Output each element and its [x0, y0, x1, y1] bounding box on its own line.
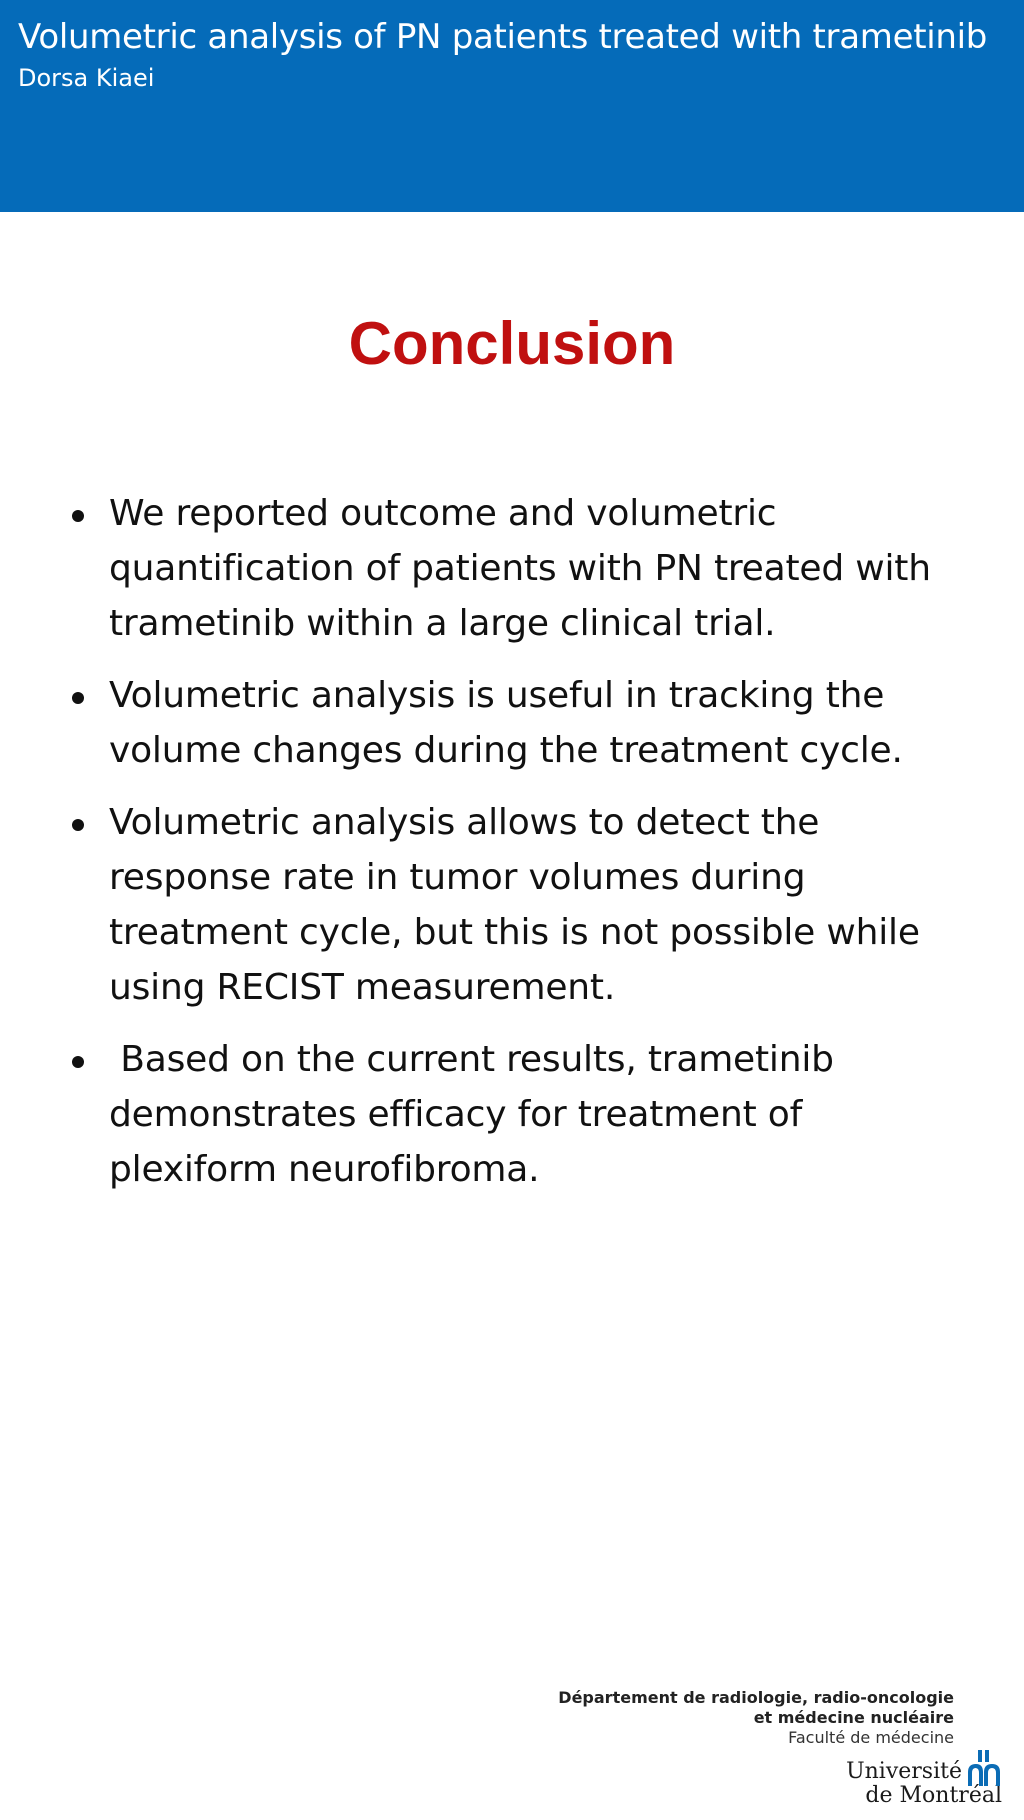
bullet-item: [68, 668, 968, 778]
footer-branding: [444, 1688, 1004, 1806]
university-name-line2: de Montréal: [865, 1783, 1002, 1808]
bullet-item: [68, 486, 968, 651]
bullet-text: Based on the current results, trametinib demonstrates efficacy for treatment of plexiform neurofibroma.: [109, 1039, 846, 1190]
university-name-line1: Université: [846, 1759, 962, 1784]
presentation-title: Volumetric analysis of PN patients treated with trametinib: [18, 17, 988, 57]
faculty-name: Faculté de médecine: [788, 1728, 954, 1747]
bullet-dot-icon: [72, 510, 84, 522]
slide-header: [0, 0, 1024, 212]
department-name-line1: Département de radiologie, radio-oncologie: [558, 1688, 954, 1707]
department-name-line2: et médecine nucléaire: [753, 1708, 954, 1727]
bullet-dot-icon: [72, 1056, 84, 1068]
slide-heading: Conclusion: [348, 310, 676, 377]
bullet-text: Volumetric analysis allows to detect the response rate in tumor volumes during treatment cycle, but this is not possible while using RECIST measurement.: [109, 802, 920, 1008]
bullet-list: [68, 486, 968, 1214]
bullet-text: Volumetric analysis is useful in tracking the volume changes during the treatment cycle.: [109, 675, 903, 771]
bullet-item: [68, 1032, 968, 1197]
bullet-text: We reported outcome and volumetric quantification of patients with PN treated with trametinib within a large clinical trial.: [109, 493, 931, 644]
bullet-item: [68, 795, 968, 1015]
udem-emblem-icon: [964, 1748, 1004, 1788]
bullet-dot-icon: [72, 692, 84, 704]
university-logo: [824, 1760, 1004, 1808]
department-block: [558, 1688, 954, 1748]
author-name: Dorsa Kiaei: [18, 64, 155, 92]
bullet-dot-icon: [72, 819, 84, 831]
